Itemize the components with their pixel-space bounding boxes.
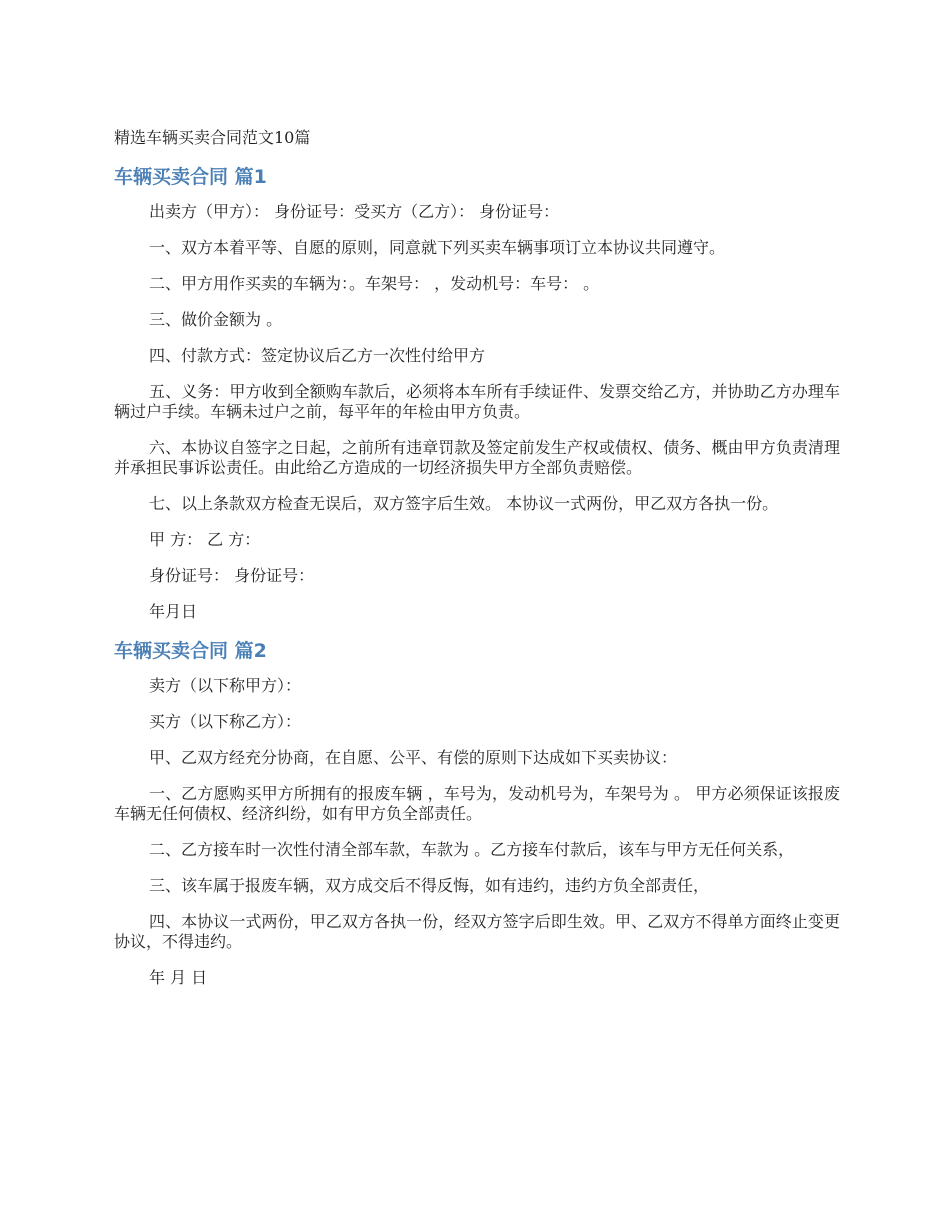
- paragraph-clause-5: 五、义务：甲方收到全额购车款后，必须将本车所有手续证件、发票交给乙方，并协助乙方办理车辆过户手续。车辆未过户之前，每平年的年检由甲方负责。: [114, 382, 840, 421]
- paragraph-clause-1: 一、双方本着平等、自愿的原则，同意就下列买卖车辆事项订立本协议共同遵守。: [149, 238, 726, 257]
- paragraph-clause-3: 三、做价金额为 。: [149, 310, 283, 329]
- paragraph-date: 年 月 日: [149, 968, 208, 987]
- paragraph-signatures: 甲 方： 乙 方：: [149, 530, 261, 549]
- section-heading: 车辆买卖合同 篇2: [114, 640, 267, 662]
- paragraph-id-numbers: 身份证号： 身份证号：: [149, 566, 315, 585]
- paragraph-clause-3: 三、该车属于报废车辆，双方成交后不得反悔，如有违约，违约方负全部责任，: [149, 876, 710, 895]
- paragraph-buyer: 买方（以下称乙方）：: [149, 712, 302, 731]
- paragraph-clause-2: 二、乙方接车时一次性付清全部车款，车款为 。乙方接车付款后，该车与甲方无任何关系，: [149, 840, 795, 859]
- document-page: [114, 126, 840, 1004]
- paragraph-parties: 出卖方（甲方）： 身份证号：受买方（乙方）： 身份证号：: [149, 202, 560, 221]
- paragraph-clause-1: 一、乙方愿购买甲方所拥有的报废车辆 ，车号为，发动机号为，车架号为 。 甲方必须保证该报废车辆无任何债权、经济纠纷，如有甲方负全部责任。: [114, 784, 840, 823]
- paragraph-clause-4: 四、付款方式：签定协议后乙方一次性付给甲方: [149, 346, 486, 365]
- paragraph-agreement: 甲、乙双方经充分协商，在自愿、公平、有偿的原则下达成如下买卖协议：: [149, 748, 678, 767]
- contract-section-1: [114, 164, 840, 622]
- document-title: 精选车辆买卖合同范文10篇: [114, 128, 311, 147]
- paragraph-date: 年月日: [149, 602, 198, 621]
- section-heading: 车辆买卖合同 篇1: [114, 166, 267, 188]
- paragraph-clause-7: 七、以上条款双方检查无误后，双方签字后生效。 本协议一式两份，甲乙双方各执一份。: [149, 494, 779, 513]
- paragraph-seller: 卖方（以下称甲方）：: [149, 676, 302, 695]
- paragraph-clause-2: 二、甲方用作买卖的车辆为：。车架号： ，发动机号：车号： 。: [149, 274, 600, 293]
- paragraph-clause-4: 四、本协议一式两份，甲乙双方各执一份，经双方签字后即生效。甲、乙双方不得单方面终止变更协议，不得违约。: [114, 912, 840, 951]
- paragraph-clause-6: 六、本协议自签字之日起，之前所有违章罚款及签定前发生产权或债权、债务、概由甲方负责清理并承担民事诉讼责任。由此给乙方造成的一切经济损失甲方全部负责赔偿。: [114, 438, 840, 477]
- contract-section-2: [114, 638, 840, 988]
